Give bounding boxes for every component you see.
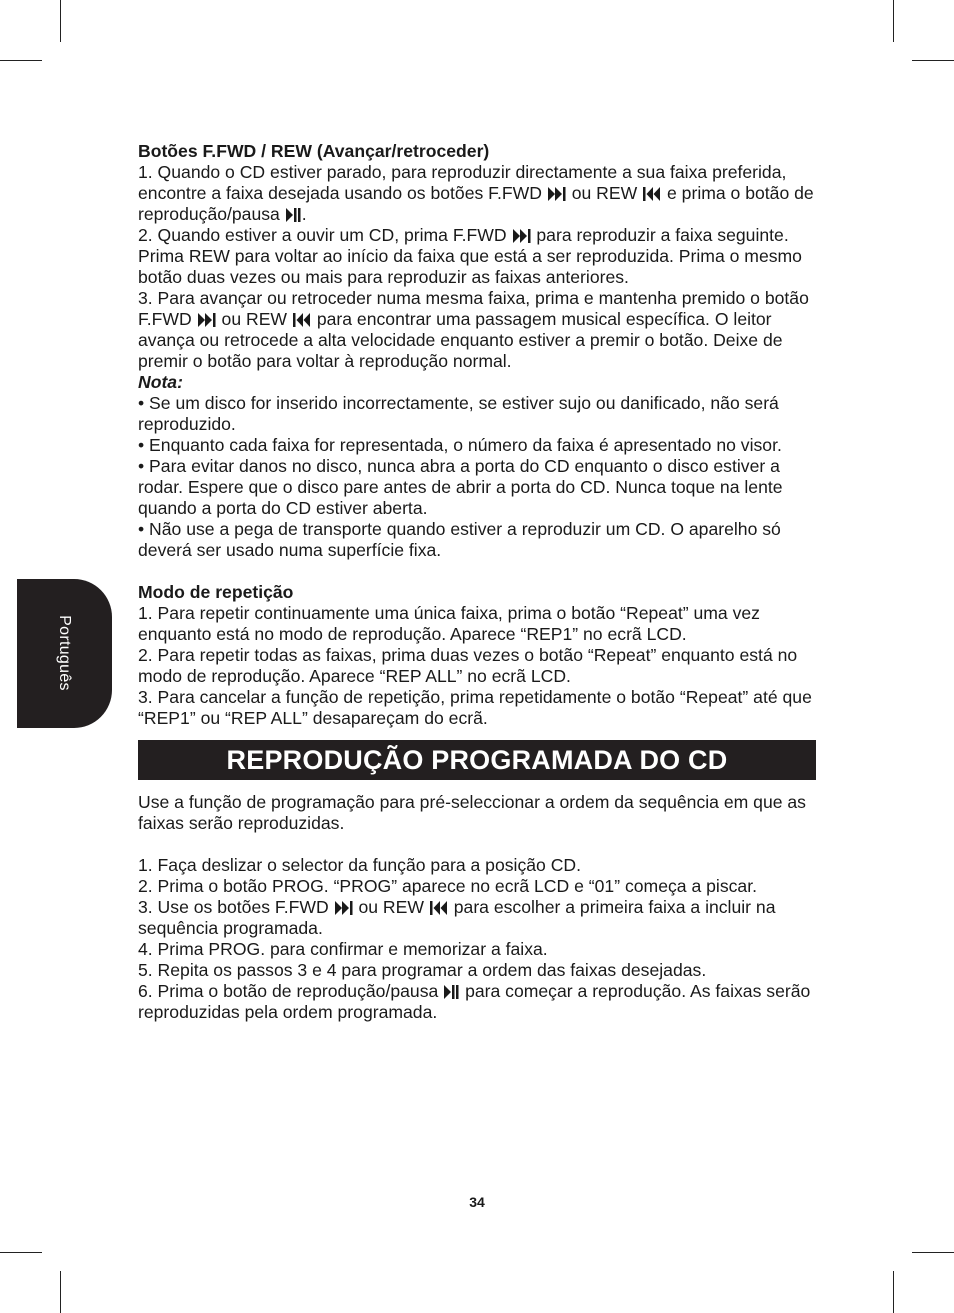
repeat-item: 3. Para cancelar a função de repetição, prima repetidamente o botão “Repeat” até que “REP1” ou “REP ALL” desapareçam do ecrã. bbox=[138, 687, 812, 728]
crop-mark bbox=[0, 60, 42, 61]
program-step: 1. Faça deslizar o selector da função para a posição CD. bbox=[138, 855, 582, 875]
language-tab-label: Português bbox=[56, 615, 73, 691]
program-step: 2. Prima o botão PROG. “PROG” aparece no ecrã LCD e “01” começa a piscar. bbox=[138, 876, 757, 896]
program-step: 4. Prima PROG. para confirmar e memorizar a faixa. bbox=[138, 939, 548, 959]
program-intro: Use a função de programação para pré-seleccionar a ordem da sequência em que as faixas serão reproduzidas. bbox=[138, 792, 806, 833]
play-pause-icon bbox=[444, 985, 459, 999]
note-item: • Para evitar danos no disco, nunca abra a porta do CD enquanto o disco estiver a rodar. Espere que o disco pare antes de abrir a porta do CD. Nunca toque na lente quando a porta do CD estiver aberta. bbox=[138, 456, 783, 518]
crop-mark bbox=[893, 1271, 894, 1313]
note-item: • Se um disco for inserido incorrectamente, se estiver sujo ou danificado, não será reproduzido. bbox=[138, 393, 779, 434]
repeat-item: 1. Para repetir continuamente uma única faixa, prima o botão “Repeat” uma vez enquanto está no modo de reprodução. Aparece “REP1” no ecrã LCD. bbox=[138, 603, 760, 644]
paragraph-fwd-rew-3: 3. Para avançar ou retroceder numa mesma faixa, prima e mantenha premido o botão F.FWD ou REW para encontrar uma passagem musical específica. O leitor avança ou retrocede a alta velocidade enquanto estiver a premir o botão. Deixe de premir o botão para voltar à reprodução normal. bbox=[138, 288, 809, 371]
spacer bbox=[138, 561, 816, 582]
play-pause-icon bbox=[286, 208, 301, 222]
crop-mark bbox=[60, 0, 61, 42]
section-heading-fwd-rew: Botões F.FWD / REW (Avançar/retroceder) bbox=[138, 141, 490, 161]
note-item: • Não use a pega de transporte quando estiver a reproduzir um CD. O aparelho só deverá ser usado numa superfície fixa. bbox=[138, 519, 781, 560]
rewind-icon bbox=[430, 901, 448, 915]
section-heading-repeat: Modo de repetição bbox=[138, 582, 294, 602]
crop-mark bbox=[0, 1252, 42, 1253]
page-number: 34 bbox=[469, 1194, 485, 1210]
paragraph-fwd-rew-2: 2. Quando estiver a ouvir um CD, prima F.FWD para reproduzir a faixa seguinte. Prima REW para voltar ao início da faixa que está a ser reproduzida. Prima o mesmo botão duas vezes ou mais para reproduzir as faixas anteriores. bbox=[138, 225, 802, 287]
repeat-item: 2. Para repetir todas as faixas, prima duas vezes o botão “Repeat” enquanto está no modo de reprodução. Aparece “REP ALL” no ecrã LCD. bbox=[138, 645, 798, 686]
rewind-icon bbox=[293, 313, 311, 327]
paragraph-fwd-rew-1: 1. Quando o CD estiver parado, para reproduzir directamente a sua faixa preferida, encontre a faixa desejada usando os botões F.FWD ou REW e prima o botão de reprodução/pausa . bbox=[138, 162, 814, 224]
program-step: 3. Use os botões F.FWD ou REW para escolher a primeira faixa a incluir na sequência programada. bbox=[138, 897, 776, 938]
crop-mark bbox=[912, 60, 954, 61]
section-banner-program: REPRODUÇÃO PROGRAMADA DO CD bbox=[138, 740, 816, 780]
fast-forward-icon bbox=[335, 901, 353, 915]
crop-mark bbox=[912, 1252, 954, 1253]
note-label: Nota: bbox=[138, 372, 183, 392]
program-step: 5. Repita os passos 3 e 4 para programar a ordem das faixas desejadas. bbox=[138, 960, 707, 980]
crop-mark bbox=[60, 1271, 61, 1313]
crop-mark bbox=[893, 0, 894, 42]
fast-forward-icon bbox=[513, 229, 531, 243]
rewind-icon bbox=[643, 187, 661, 201]
spacer bbox=[138, 834, 816, 855]
page-content bbox=[138, 141, 816, 1023]
program-step: 6. Prima o botão de reprodução/pausa para começar a reprodução. As faixas serão reproduzidas pela ordem programada. bbox=[138, 981, 811, 1022]
fast-forward-icon bbox=[198, 313, 216, 327]
note-item: • Enquanto cada faixa for representada, o número da faixa é apresentado no visor. bbox=[138, 435, 782, 455]
fast-forward-icon bbox=[548, 187, 566, 201]
